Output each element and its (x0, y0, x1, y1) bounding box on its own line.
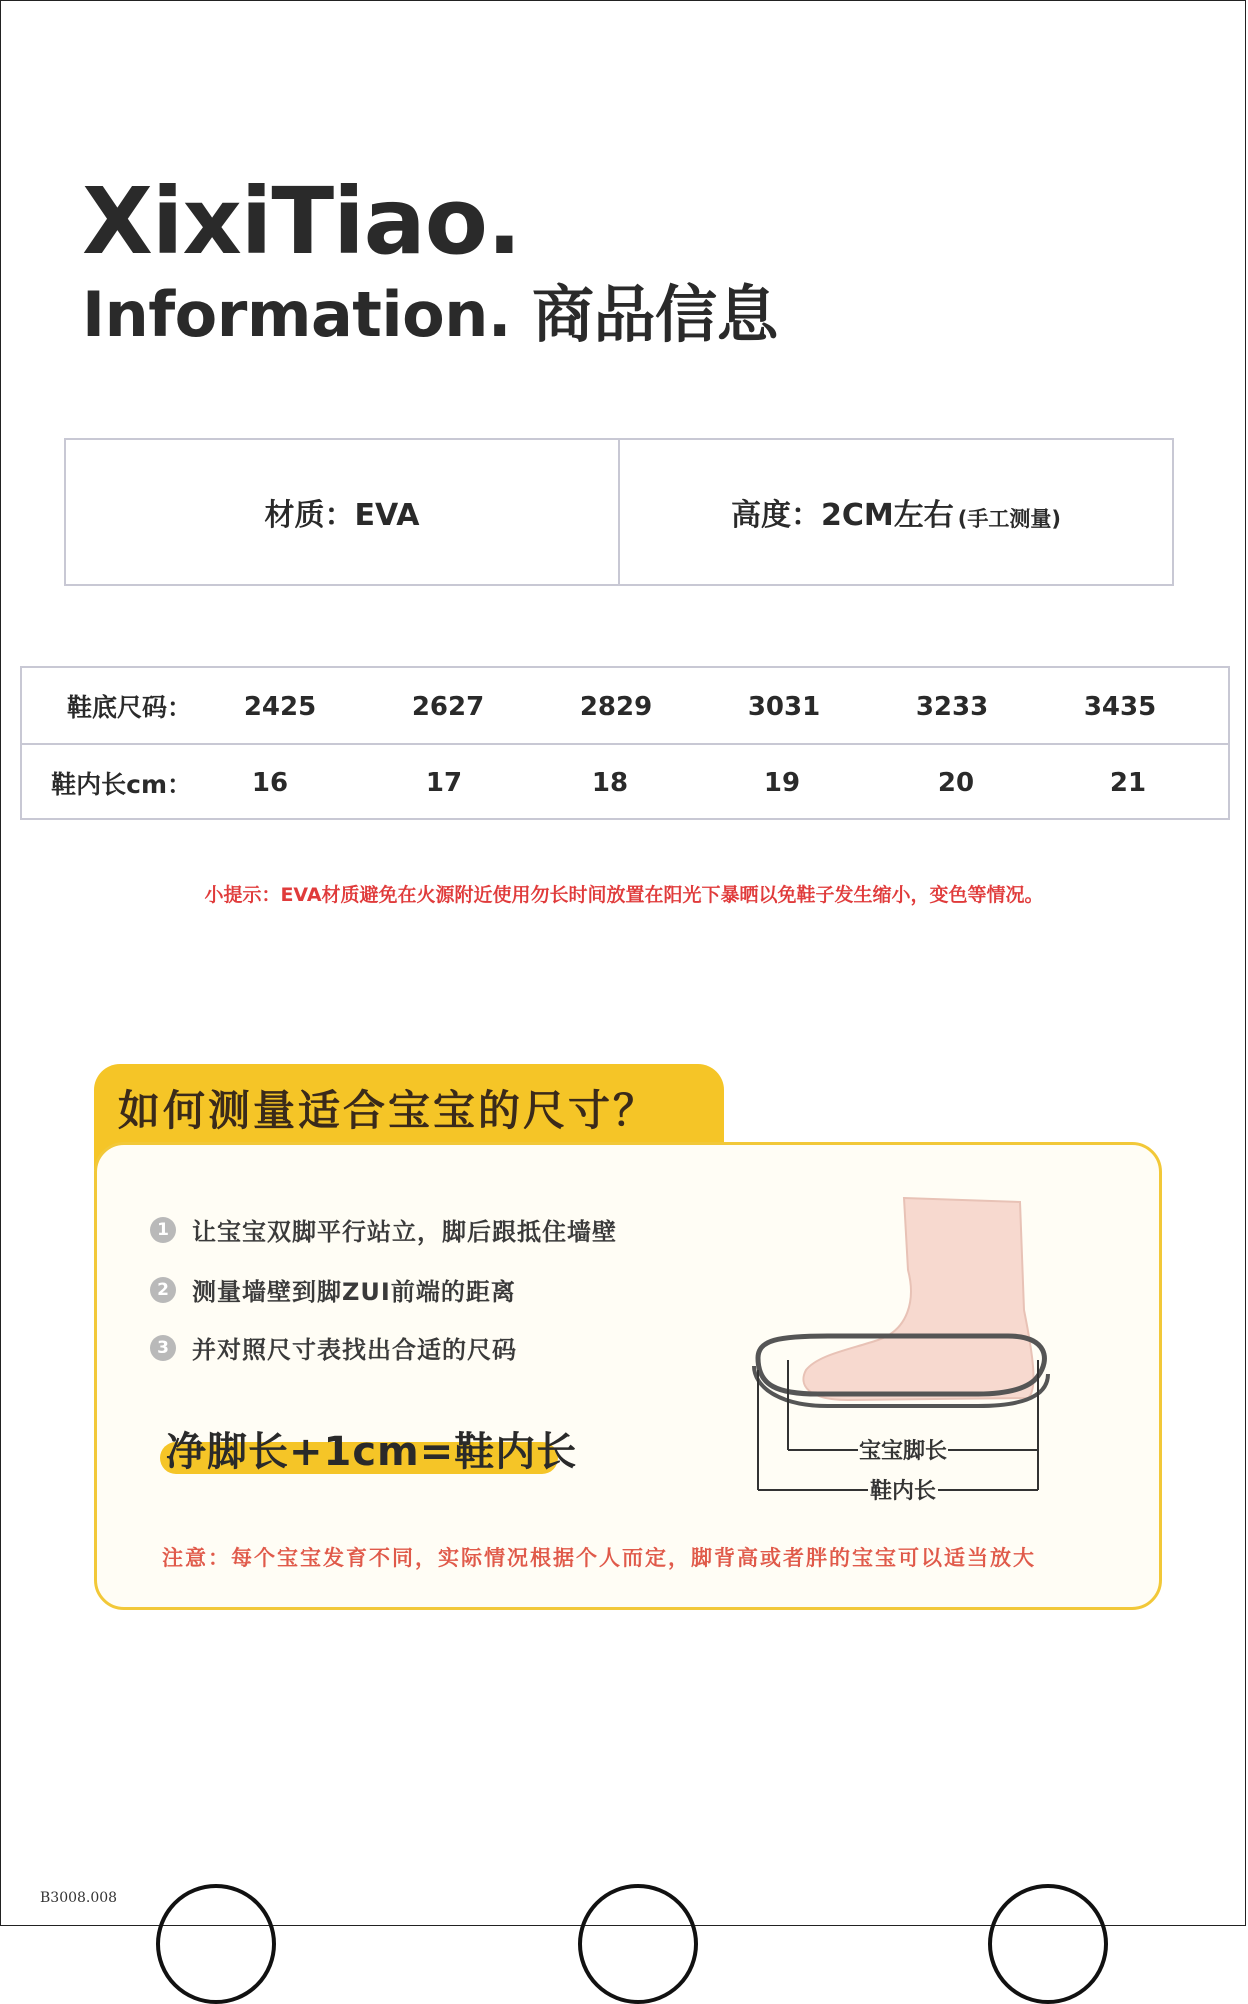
size-cell: 2425 (243, 692, 317, 722)
size-cell: 2829 (579, 692, 653, 722)
sizing-note: 注意：每个宝宝发育不同，实际情况根据个人而定，脚背高或者胖的宝宝可以适当放大 (162, 1546, 1036, 1570)
size-cell: 3435 (1083, 692, 1157, 722)
step-2 (150, 1272, 516, 1307)
step-1 (150, 1212, 617, 1247)
size-row-inner (22, 743, 1228, 820)
foot-measure-illustration (748, 1190, 1058, 1510)
material-text: 材质：EVA (264, 498, 420, 533)
step-3 (150, 1330, 517, 1365)
step-number-icon: 2 (150, 1277, 176, 1303)
size-cell: 17 (425, 768, 463, 798)
feature-circle-icon (988, 1884, 1108, 2004)
foot-length-label: 宝宝脚长 (858, 1439, 948, 1464)
step-number-icon: 1 (150, 1217, 176, 1243)
size-row-sole (22, 668, 1228, 743)
height-cell (618, 440, 1172, 584)
step-text: 测量墙壁到脚ZUI前端的距离 (192, 1278, 516, 1306)
product-code: B3008.008 (40, 1890, 118, 1906)
foot-icon (803, 1198, 1033, 1400)
size-cell: 16 (251, 768, 289, 798)
feature-circle-icon (578, 1884, 698, 2004)
height-note: (手工测量) (957, 507, 1061, 531)
material-cell (66, 440, 618, 584)
size-table (20, 666, 1230, 820)
height-text: 高度：2CM左右 (731, 498, 954, 533)
size-cell: 3233 (915, 692, 989, 722)
info-heading: Information. 商品信息 (82, 278, 779, 351)
size-cell: 3031 (747, 692, 821, 722)
spec-box (64, 438, 1174, 586)
size-label-inner: 鞋内长cm： (51, 769, 192, 799)
size-cell: 18 (591, 768, 629, 798)
size-label-sole: 鞋底尺码： (66, 692, 192, 722)
feature-circle-icon (156, 1884, 276, 2004)
shoe-length-label: 鞋内长 (869, 1479, 937, 1504)
step-number-icon: 3 (150, 1335, 176, 1361)
measure-title: 如何测量适合宝宝的尺寸？ (118, 1086, 659, 1135)
formula: 净脚长+1cm=鞋内长 (166, 1429, 578, 1475)
step-text: 让宝宝双脚平行站立，脚后跟抵住墙壁 (192, 1218, 617, 1246)
size-cell: 2627 (411, 692, 485, 722)
brand-title: XixiTiao. (82, 168, 521, 275)
size-cell: 20 (937, 768, 975, 798)
size-cell: 21 (1109, 768, 1147, 798)
step-text: 并对照尺寸表找出合适的尺码 (192, 1336, 517, 1364)
size-cell: 19 (763, 768, 801, 798)
care-tip: 小提示：EVA材质避免在火源附近使用勿长时间放置在阳光下暴晒以免鞋子发生缩小，变色等情况。 (204, 884, 1044, 906)
